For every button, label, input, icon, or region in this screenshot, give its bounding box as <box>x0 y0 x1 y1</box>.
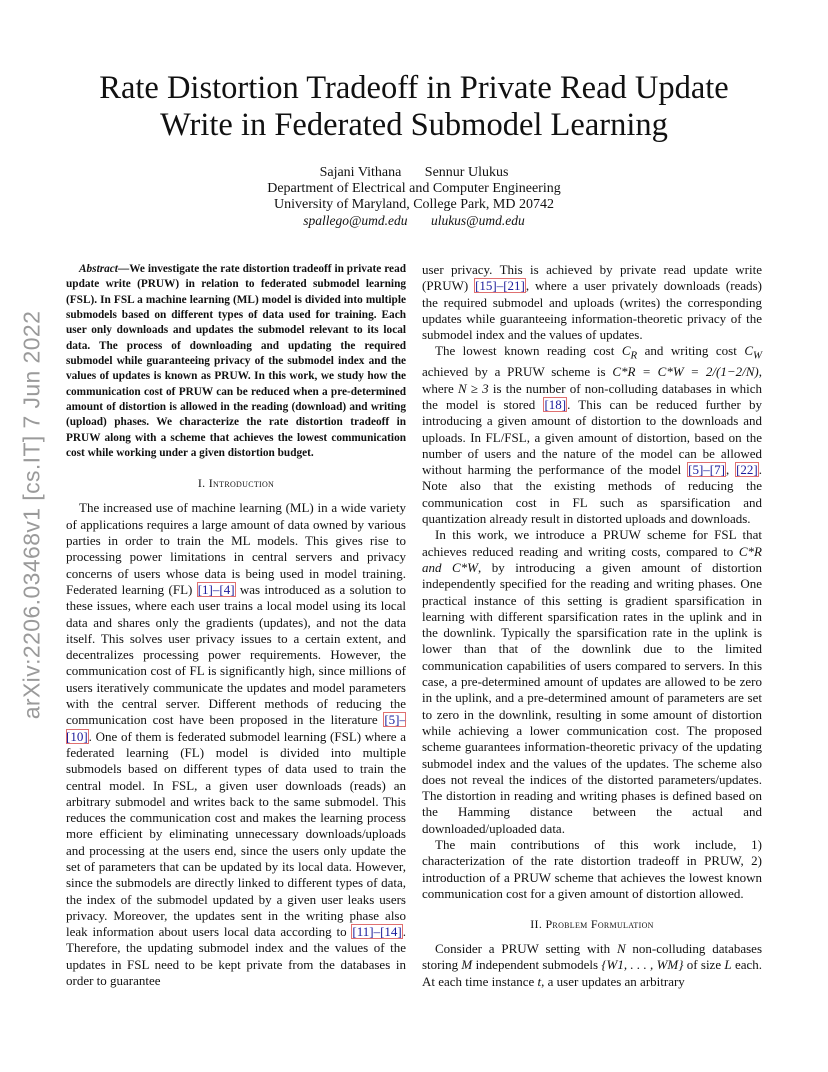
section-number: II. <box>530 917 546 932</box>
section-heading-introduction <box>66 476 406 491</box>
math-symbol: C <box>621 343 631 359</box>
text-run: . This can be reduced further by introducing a given amount of distortion to the downloads and uploads. In FL/FSL, a given amount of distortion, based on the number of users and the nature of the model can be allowed without harming the performance of the model <box>422 396 762 478</box>
text-run: each. At each time instance <box>422 957 763 989</box>
math-symbol: C <box>744 343 753 359</box>
right-column <box>422 262 762 990</box>
text-run: was introduced as a solution to these issues, where each user trains a local model using its local data and shares only the gradients (updates), and not the data itself. This solves user privacy issues to a certain extent, and decentralizes processing power requirements. However, the communication cost of FL is significantly high, since millions of users iteratively communicate the updates and model parameters with the central server. Different methods of reducing the communication cost have been proposed in the literature <box>66 581 406 728</box>
math-symbol: L <box>724 957 732 973</box>
math-subscript: W <box>752 350 763 363</box>
text-run: In this work, we introduce a PRUW scheme for FSL that achieves reduced reading and writing costs, compared to <box>422 527 762 559</box>
body-paragraph: The main contributions of this work include, 1) characterization of the rate distortion tradeoff in PRUW, 2) introduction of a PRUW scheme that achieves the lowest known communication cost for a given amount of distortion allowed. <box>422 836 762 901</box>
text-run: , a user updates an arbitrary <box>541 973 685 989</box>
citation-link[interactable]: [15]–[21] <box>475 278 525 294</box>
text-run: , <box>725 462 736 478</box>
author-emails <box>0 212 828 230</box>
text-run: Consider a PRUW setting with <box>435 941 617 957</box>
citation-link[interactable]: [22] <box>736 462 758 478</box>
text-run: of size <box>683 957 725 973</box>
text-run: , by introducing a given amount of distortion independently specified for the reading and writing phases. One practical instance of this setting is gradient sparsification in learning with different sparsification rates in the uplink and in the downlink. Typically the sparsification rate in the uplink is lower than that of the downlink due to the limited communication capabilities of users compared to servers. In this case, a pre-determined amount of updates are allowed to be zero in the uplink, and a pre-determined amount of parameters are set to zero in the downlink, resulting in some amount of distortion while achieving a lower communication cost. The proposed scheme guarantees information-theoretic privacy of the updating submodel index and the values of the updates. The scheme also does not reveal the indices of the distorted parameters/updates. The distortion in reading and writing phases is defined based on the Hamming distance between the actual and downloaded/uploaded data. <box>422 559 762 836</box>
section-heading-problem-formulation <box>422 917 762 932</box>
author-email: ulukus@umd.edu <box>430 213 525 228</box>
arxiv-stamp <box>12 280 52 750</box>
text-run: . One of them is federated submodel learning (FSL) where a federated learning (FL) model is divided into multiple submodels based on different types of data used to train the central model. In FSL, a given user downloads (reads) an arbitrary submodel and writes back to the same submodel. This reduces the communication cost and makes the learning process more efficient by eliminating unnecessary downloads/uploads and processing at the users end, since the users only update the set of parameters that can be updated by its local data. However, since the submodels are directly linked to different types of data, the index of the submodel updated by a given user leaks users privacy. Moreover, the updates sent in the writing phase also leak information about users local data according to <box>66 728 406 940</box>
math-n-geq: N ≥ 3 <box>457 380 489 396</box>
math-cw <box>744 343 763 363</box>
left-column <box>66 262 406 989</box>
math-set: {W1, . . . , WM} <box>601 957 684 973</box>
affiliation-dept: Department of Electrical and Computer Engineering <box>267 181 561 196</box>
section-name: Introduction <box>208 476 275 491</box>
text-run: non-colluding databases storing <box>422 941 763 973</box>
author-name: Sennur Ulukus <box>424 165 509 180</box>
abstract-text: —We investigate the rate distortion tradeoff in private read update write (PRUW) in relation to federated submodel learning (FSL). In FSL a machine learning (ML) model is divided into multiple submodels based on different types of data used for training. Each user only downloads and updates the submodel relevant to its local data. The process of downloading and updating the required submodel while guaranteeing privacy of the submodel index and the values of updates is known as PRUW. In this work, we study how the communication cost of PRUW can be reduced when a pre-determined amount of distortion is allowed in the reading (download) and writing (upload) phases. We characterize the rate distortion tradeoff in PRUW along with a scheme that achieves the lowest communication cost while working under a given distortion budget. <box>66 263 406 460</box>
text-run: is the number of non-colluding databases in which the model is stored <box>422 380 762 412</box>
citation-link[interactable]: [1]–[4] <box>197 581 235 597</box>
text-run: , where <box>422 364 762 396</box>
text-run: , where a user privately downloads (reads) the required submodel and uploads (writes) the corresponding updates while guaranteeing information-theoretic privacy of the submodel index and the values of updates. <box>422 278 762 343</box>
math-symbol: N <box>616 941 626 957</box>
arxiv-stamp-text: arXiv:2206.03468v1 [cs.IT] 7 Jun 2022 <box>18 310 45 720</box>
title-line-2: Write in Federated Submodel Learning <box>160 107 668 143</box>
citation-link[interactable]: [11]–[14] <box>352 924 402 940</box>
affiliation-university: University of Maryland, College Park, MD 20742 <box>274 197 554 212</box>
body-paragraph <box>422 343 762 527</box>
author-email: spallego@umd.edu <box>303 213 408 228</box>
math-costs: C*R and C*W <box>422 543 762 575</box>
text-run: and writing cost <box>637 343 745 359</box>
text-run: achieved by a PRUW scheme is <box>422 364 613 380</box>
math-subscript: R <box>630 350 638 363</box>
math-symbol: t <box>537 973 542 989</box>
text-run: . Note also that the existing methods of reducing the communication cost in FL such as sparsification and quantization already result in distorted uploads and downloads. <box>422 462 763 527</box>
text-run: The increased use of machine learning (ML) in a wide variety of applications requires a large amount of data owned by various parties in order to train the ML models. This gives rise to processing power limitations in central servers and privacy concerns of users whose data is being used in model training. Federated learning (FL) <box>66 500 406 597</box>
text-run: . Therefore, the updating submodel index and the values of the updates in FSL need to be kept private from the databases in order to guarantee <box>66 924 406 989</box>
body-paragraph <box>422 527 762 837</box>
text-run: independent submodels <box>472 957 602 973</box>
math-cr <box>621 343 638 363</box>
section-number: I. <box>197 476 209 491</box>
body-paragraph <box>422 262 762 343</box>
math-equation: C*R = C*W = 2/(1−2/N) <box>612 364 759 380</box>
section-name: Problem Formulation <box>545 917 654 932</box>
abstract <box>66 262 406 461</box>
author-name: Sajani Vithana <box>319 165 402 180</box>
citation-link[interactable]: [5]–[7] <box>688 462 725 478</box>
math-symbol: M <box>461 957 473 973</box>
paper-title <box>60 70 768 144</box>
intro-paragraph <box>66 500 406 989</box>
text-run: user privacy. This is achieved by private read update write (PRUW) <box>422 262 762 294</box>
text-run: The lowest known reading cost <box>435 343 622 359</box>
abstract-label: Abstract <box>79 263 118 275</box>
title-line-1: Rate Distortion Tradeoff in Private Read Update <box>99 70 729 106</box>
body-paragraph <box>422 941 762 990</box>
citation-link[interactable]: [5]–[10] <box>66 712 406 744</box>
citation-link[interactable]: [18] <box>544 396 567 412</box>
